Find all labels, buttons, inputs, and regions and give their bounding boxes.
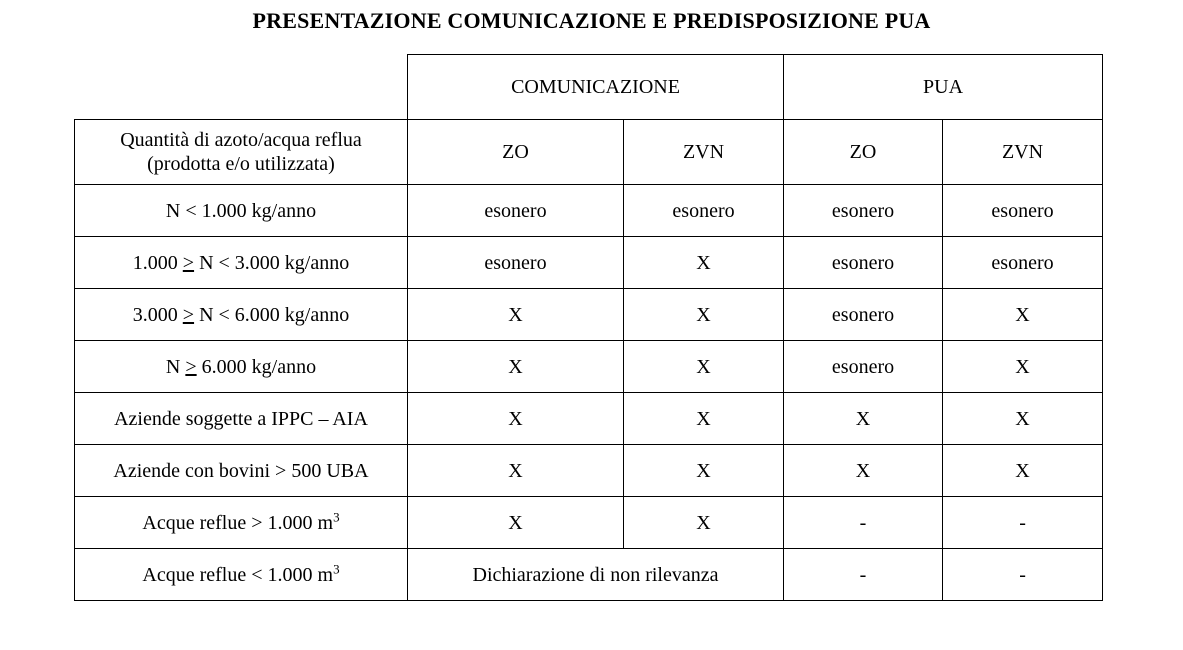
empty-corner-cell [75,55,408,120]
cell-com-zvn: X [624,497,784,549]
cell-pua-zvn: X [943,289,1103,341]
row-label-part-a: N [165,355,186,378]
subheader-pua-zo: ZO [784,120,943,185]
superscript-3: 3 [333,508,340,524]
superscript-3: 3 [333,560,340,576]
subheader-pua-zvn: ZVN [943,120,1103,185]
row-label-part-b: N < 6.000 kg/anno [194,303,350,326]
cell-com-zvn: esonero [624,185,784,237]
row-header-label-line1: Quantità di azoto/acqua reflua [120,129,362,151]
greater-equal-sign: > [182,303,195,326]
cell-pua-zvn: - [943,497,1103,549]
cell-pua-zvn: X [943,445,1103,497]
document-title: PRESENTAZIONE COMUNICAZIONE E PREDISPOSIZIONE PUA [252,8,931,33]
cell-com-zvn: X [624,341,784,393]
cell-com-zvn: X [624,445,784,497]
greater-equal-sign: > [182,251,195,274]
cell-pua-zo: esonero [784,289,943,341]
row-header-label [75,120,408,185]
table-row [75,289,1103,341]
row-label: Aziende soggette a IPPC – AIA [75,393,408,445]
cell-pua-zo: esonero [784,185,943,237]
cell-pua-zvn: esonero [943,185,1103,237]
row-label-part-a: 1.000 [132,251,183,274]
row-label: Aziende con bovini > 500 UBA [75,445,408,497]
cell-com-zo: X [408,341,624,393]
cell-pua-zvn: X [943,341,1103,393]
subheader-com-zo: ZO [408,120,624,185]
table-row [75,549,1103,601]
group-header-row [75,55,1103,120]
cell-pua-zo: X [784,445,943,497]
cell-com-zo: X [408,289,624,341]
table-row [75,237,1103,289]
table-row [75,341,1103,393]
cell-com-zo: X [408,445,624,497]
cell-pua-zo: X [784,393,943,445]
row-label-text: Acque reflue < 1.000 m [142,563,334,586]
cell-com-zo: esonero [408,237,624,289]
row-label [75,549,408,601]
sub-header-row [75,120,1103,185]
cell-pua-zvn: - [943,549,1103,601]
row-label-part-a: 3.000 [132,303,183,326]
row-label-part-b: N < 3.000 kg/anno [194,251,350,274]
table-row [75,393,1103,445]
table-row [75,185,1103,237]
row-label [75,497,408,549]
cell-pua-zo: - [784,497,943,549]
row-label [75,237,408,289]
header-pua: PUA [784,55,1103,120]
cell-com-zvn: X [624,393,784,445]
row-header-label-line2: (prodotta e/o utilizzata) [147,153,335,175]
cell-com-zo: esonero [408,185,624,237]
cell-com-zo: X [408,393,624,445]
table-row [75,497,1103,549]
row-label-part-b: 6.000 kg/anno [196,355,317,378]
cell-com-zvn: X [624,237,784,289]
cell-pua-zvn: X [943,393,1103,445]
table-row [75,445,1103,497]
subheader-com-zvn: ZVN [624,120,784,185]
requirements-table [74,54,1103,601]
cell-pua-zo: esonero [784,237,943,289]
row-label [75,341,408,393]
cell-pua-zvn: esonero [943,237,1103,289]
greater-equal-sign: > [185,355,197,378]
cell-com-merged: Dichiarazione di non rilevanza [408,549,784,601]
header-comunicazione: COMUNICAZIONE [408,55,784,120]
row-label: N < 1.000 kg/anno [75,185,408,237]
cell-com-zo: X [408,497,624,549]
cell-com-zvn: X [624,289,784,341]
row-label-text: Acque reflue > 1.000 m [142,511,334,534]
row-label [75,289,408,341]
cell-pua-zo: - [784,549,943,601]
cell-pua-zo: esonero [784,341,943,393]
